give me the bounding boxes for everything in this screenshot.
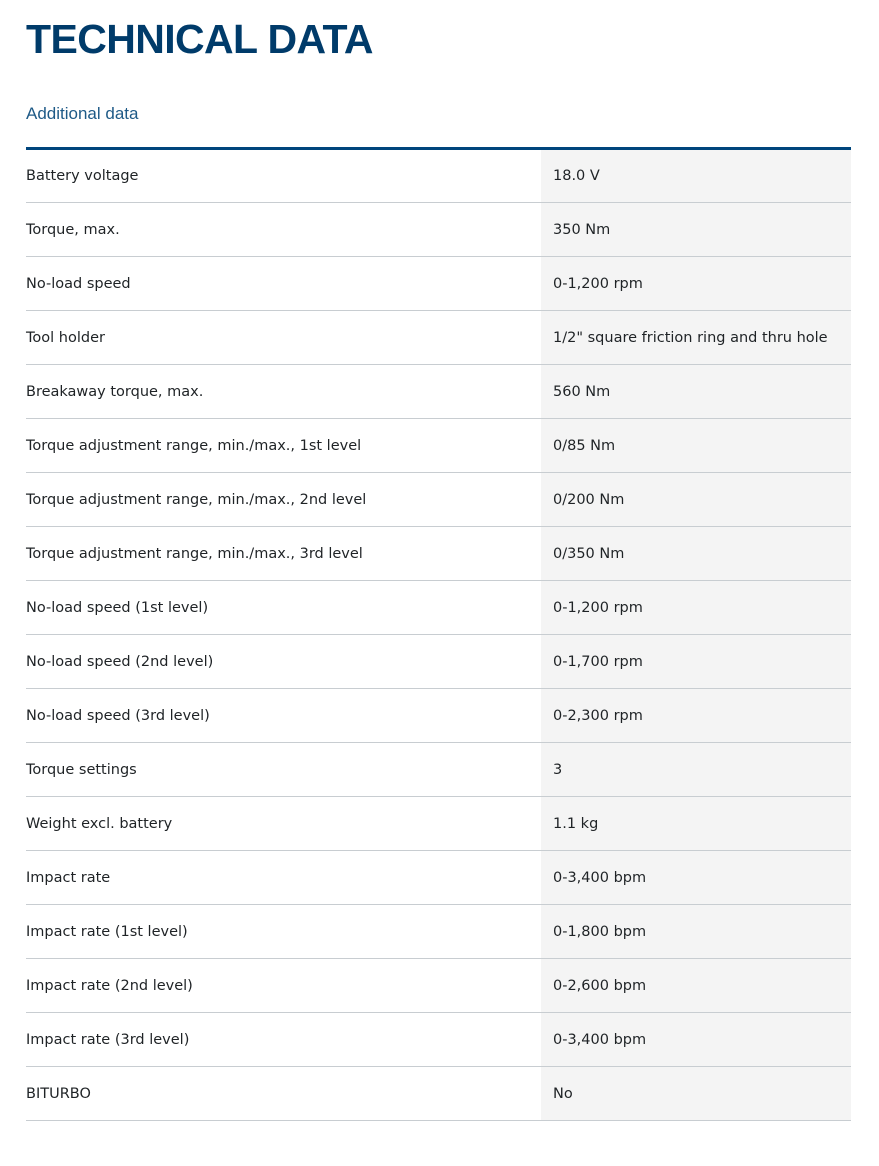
table-row [26, 743, 851, 797]
spec-value: 560 Nm [541, 365, 851, 419]
table-row [26, 797, 851, 851]
spec-label: Tool holder [26, 311, 541, 365]
table-row [26, 851, 851, 905]
spec-value: 0-3,400 bpm [541, 1013, 851, 1067]
table-row [26, 365, 851, 419]
spec-value: 0-3,400 bpm [541, 851, 851, 905]
spec-value: 0/85 Nm [541, 419, 851, 473]
spec-label: No-load speed (2nd level) [26, 635, 541, 689]
spec-value: 18.0 V [541, 149, 851, 203]
spec-value: 1/2" square friction ring and thru hole [541, 311, 851, 365]
spec-value: 0-1,800 bpm [541, 905, 851, 959]
spec-value: 3 [541, 743, 851, 797]
spec-value: 0-2,300 rpm [541, 689, 851, 743]
spec-label: BITURBO [26, 1067, 541, 1121]
spec-value: 0-1,200 rpm [541, 257, 851, 311]
table-row [26, 689, 851, 743]
spec-label: Torque, max. [26, 203, 541, 257]
table-row [26, 905, 851, 959]
spec-label: Torque adjustment range, min./max., 3rd level [26, 527, 541, 581]
spec-label: Impact rate (2nd level) [26, 959, 541, 1013]
table-row [26, 257, 851, 311]
section-label: Additional data [26, 104, 139, 123]
spec-label: No-load speed [26, 257, 541, 311]
page-title: TECHNICAL DATA [26, 16, 373, 62]
spec-label: Battery voltage [26, 149, 541, 203]
table-row [26, 473, 851, 527]
spec-label: No-load speed (1st level) [26, 581, 541, 635]
spec-value: 0/200 Nm [541, 473, 851, 527]
table-row [26, 419, 851, 473]
spec-label: Torque adjustment range, min./max., 1st level [26, 419, 541, 473]
spec-value: 0/350 Nm [541, 527, 851, 581]
table-row [26, 1067, 851, 1121]
spec-label: Impact rate [26, 851, 541, 905]
table-row [26, 203, 851, 257]
table-row [26, 149, 851, 203]
spec-label: Torque adjustment range, min./max., 2nd level [26, 473, 541, 527]
spec-label: No-load speed (3rd level) [26, 689, 541, 743]
table-row [26, 959, 851, 1013]
spec-label: Impact rate (3rd level) [26, 1013, 541, 1067]
spec-value: 0-1,200 rpm [541, 581, 851, 635]
spec-label: Impact rate (1st level) [26, 905, 541, 959]
table-row [26, 527, 851, 581]
spec-value: 350 Nm [541, 203, 851, 257]
table-row [26, 311, 851, 365]
spec-value: No [541, 1067, 851, 1121]
spec-table [26, 147, 851, 1121]
spec-label: Breakaway torque, max. [26, 365, 541, 419]
table-row [26, 581, 851, 635]
spec-label: Torque settings [26, 743, 541, 797]
spec-value: 0-2,600 bpm [541, 959, 851, 1013]
table-row [26, 635, 851, 689]
spec-label: Weight excl. battery [26, 797, 541, 851]
table-row [26, 1013, 851, 1067]
spec-value: 1.1 kg [541, 797, 851, 851]
spec-value: 0-1,700 rpm [541, 635, 851, 689]
